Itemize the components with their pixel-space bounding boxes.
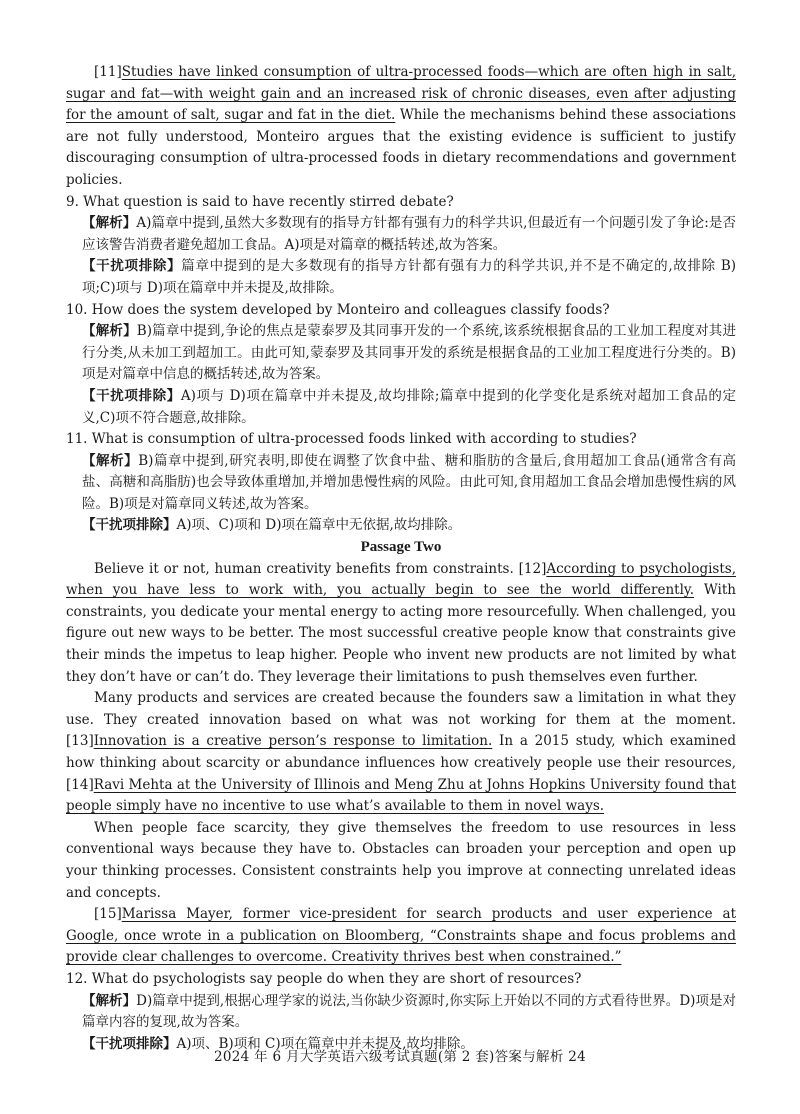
question-11: 11. What is consumption of ultra-processed foods linked with according to studies? [66,431,637,448]
distractor-9: 【干扰项排除】篇章中提到的是大多数现有的指导方针都有强有力的科学共识,并不是不确定的,故排除 B)项;C)项与 D)项在篇章中并未提及,故排除。 [82,258,737,296]
passage-two-paragraph-3: When people face scarcity, they give themselves the freedom to use resources in less conventional ways because they have to. Obstacles can broaden your perception and open up your thinking processes. Consistent constraints help you improve at connecting unrelated ideas and concepts. [66,819,736,901]
page-content [66,62,736,1055]
passage-two-paragraph-2: Many products and services are created because the founders saw a limitation in what they use. They created innovation based on what was not working for them at the moment. [13]Innovation is a creative person’s response to limitation. In a 2015 study, which examined how thinking about scarcity or abundance influences how creatively people use their resources, [14]Ravi Mehta at the University of Illinois and Meng Zhu at Johns Hopkins University found that people simply have no incentive to use what’s available to them in novel ways. [66,690,736,815]
page-footer: 2024 年 6 月大学英语六级考试真题(第 2 套)答案与解析 24 [214,1049,586,1065]
question-9: 9. What question is said to have recently stirred debate? [66,193,454,210]
distractor-12: 【干扰项排除】A)项、B)项和 C)项在篇章中并未提及,故均排除。 [82,1035,474,1052]
underlined-sentence-15: Marissa Mayer, former vice-president for search products and user experience at Google, once wrote in a publication on Bloomberg, “Constraints shape and focus problems and provide clear challenges to overcome. Creativity thrives best when constrained.” [66,906,736,966]
underlined-sentence-13: Innovation is a creative person’s response to limitation. [93,733,493,750]
passage-two-paragraph-4: [15]Marissa Mayer, former vice-president for search products and user experience at Google, once wrote in a publication on Bloomberg, “Constraints shape and focus problems and provide clear challenges to overcome. Creativity thrives best when constrained.” [66,906,736,966]
analysis-9: 【解析】A)篇章中提到,虽然大多数现有的指导方针都有强有力的科学共识,但最近有一个问题引发了争论:是否应该警告消费者避免超加工食品。A)项是对篇章的概括转述,故为答案。 [82,215,737,253]
analysis-12: 【解析】D)篇章中提到,根据心理学家的说法,当你缺少资源时,你实际上开始以不同的方式看待世界。D)项是对篇章内容的复现,故为答案。 [82,992,736,1031]
question-10: 10. How does the system developed by Monteiro and colleagues classify foods? [66,301,610,318]
passage-paragraph-11: [11]Studies have linked consumption of ultra-processed foods—which are often high in salt, sugar and fat—with weight gain and an increased risk of chronic diseases, even after adjusting for the amount of salt, sugar and fat in the diet. While the mechanisms behind these associations are not fully understood, Monteiro argues that the existing evidence is sufficient to justify discouraging consumption of ultra-processed foods in dietary recommendations and government policies. [66,64,736,188]
passage-two-heading: Passage Two [360,539,442,556]
analysis-10: 【解析】B)篇章中提到,争论的焦点是蒙泰罗及其同事开发的一个系统,该系统根据食品的工业加工程度对其进行分类,从未加工到超加工。由此可知,蒙泰罗及其同事开发的系统是根据食品的工业加工程度进行分类的。B)项是对篇章中信息的概括转述,故为答案。 [82,323,737,383]
underlined-sentence-14: Ravi Mehta at the University of Illinois and Meng Zhu at Johns Hopkins University found that people simply have no incentive to use what’s available to them in novel ways. [66,776,736,815]
analysis-11: 【解析】B)篇章中提到,研究表明,即使在调整了饮食中盐、糖和脂肪的含量后,食用超加工食品(通常含有高盐、高糖和高脂肪)也会导致体重增加,并增加患慢性病的风险。由此可知,食用超加工食品会增加患慢性病的风险。B)项是对篇章同义转述,故为答案。 [82,452,737,512]
distractor-11: 【干扰项排除】A)项、C)项和 D)项在篇章中无依据,故均排除。 [82,517,462,534]
passage-two-paragraph-1: Believe it or not, human creativity benefits from constraints. [12]According to psychologists, when you have less to work with, you actually begin to see the world differently. With constraints, you dedicate your mental energy to acting more resourcefully. When challenged, you figure out new ways to be better. The most successful creative people know that constraints give their minds the impetus to leap higher. People who invent new products are not limited by what they don’t have or can’t do. They leverage their limitations to push themselves even further. [66,560,736,685]
distractor-10: 【干扰项排除】A)项与 D)项在篇章中并未提及,故均排除;篇章中提到的化学变化是系统对超加工食品的定义,C)项不符合题意,故排除。 [82,387,736,426]
question-12: 12. What do psychologists say people do when they are short of resources? [66,970,582,987]
underlined-sentence-11: Studies have linked consumption of ultra-processed foods—which are often high in salt, sugar and fat—with weight gain and an increased risk of chronic diseases, even after adjusting for the amount of salt, sugar and fat in the diet. [66,64,736,124]
underlined-sentence-12: According to psychologists, when you have less to work with, you actually begin to see the world differently. [66,560,736,599]
